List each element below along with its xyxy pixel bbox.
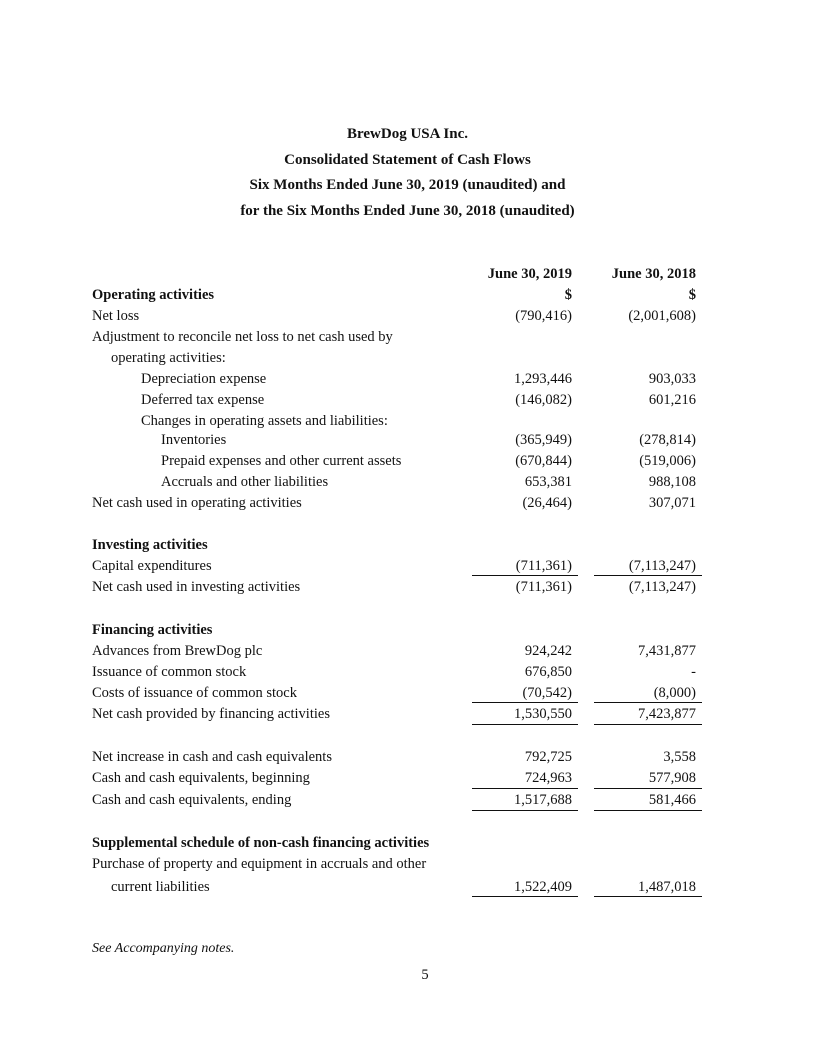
column-currency: $ <box>564 287 572 303</box>
table-row-depreciation: Depreciation expense 1,293,446 903,033 <box>141 371 696 387</box>
company-name: BrewDog USA Inc. <box>347 126 468 142</box>
underline <box>472 702 578 703</box>
table-row-supplemental-purchase: current liabilities 1,522,409 1,487,018 <box>111 879 696 895</box>
statement-title-block <box>0 122 815 224</box>
table-row-deferred-tax: Deferred tax expense (146,082) 601,216 <box>141 392 696 408</box>
table-row-net-loss: Net loss (790,416) (2,001,608) <box>92 308 696 324</box>
table-row-accruals: Accruals and other liabilities 653,381 988,108 <box>161 474 696 490</box>
section-heading-operating: Operating activities <box>92 287 215 303</box>
underline <box>594 788 702 789</box>
table-row-prepaid: Prepaid expenses and other current assets (670,844) (519,006) <box>161 453 696 469</box>
table-row-capex: Capital expenditures (711,361) (7,113,247) <box>92 558 696 574</box>
adjustment-label-line-2: operating activities: <box>111 350 226 366</box>
underline <box>472 724 578 725</box>
section-heading-supplemental: Supplemental schedule of non-cash financing activities <box>92 835 430 851</box>
page-number: 5 <box>421 967 429 983</box>
table-row-issuance-costs: Costs of issuance of common stock (70,542) (8,000) <box>92 685 696 701</box>
underline <box>594 810 702 811</box>
section-heading-investing: Investing activities <box>92 537 208 553</box>
supplemental-label-line-1: Purchase of property and equipment in accruals and other <box>92 856 427 872</box>
table-row-cash-ending: Cash and cash equivalents, ending 1,517,688 581,466 <box>92 792 696 808</box>
column-currency: $ <box>688 287 696 303</box>
period-line-2: for the Six Months Ended June 30, 2018 (unaudited) <box>240 202 575 219</box>
underline <box>472 575 578 576</box>
underline <box>472 896 578 897</box>
column-date: June 30, 2019 <box>487 266 572 282</box>
accompanying-notes: See Accompanying notes. <box>92 941 235 956</box>
table-row-cash-beginning: Cash and cash equivalents, beginning 724,963 577,908 <box>92 770 696 786</box>
underline <box>594 724 702 725</box>
section-heading-financing: Financing activities <box>92 622 213 638</box>
statement-title: Consolidated Statement of Cash Flows <box>284 151 531 168</box>
table-row-net-cash-operating: Net cash used in operating activities (26,464) 307,071 <box>92 495 696 511</box>
period-line-1: Six Months Ended June 30, 2019 (unaudited) and <box>249 177 566 193</box>
column-date: June 30, 2018 <box>611 266 696 282</box>
table-row-advances: Advances from BrewDog plc 924,242 7,431,877 <box>92 643 696 659</box>
table-row-net-cash-financing: Net cash provided by financing activities 1,530,550 7,423,877 <box>92 706 696 722</box>
adjustment-label-line-1: Adjustment to reconcile net loss to net cash used by <box>92 329 393 345</box>
underline <box>594 575 702 576</box>
table-row-issuance: Issuance of common stock 676,850 - <box>92 664 696 680</box>
changes-label: Changes in operating assets and liabilities: <box>141 413 388 429</box>
underline <box>472 788 578 789</box>
underline <box>472 810 578 811</box>
underline <box>594 702 702 703</box>
underline <box>594 896 702 897</box>
table-row-net-cash-investing: Net cash used in investing activities (711,361) (7,113,247) <box>92 579 696 595</box>
table-row-inventories: Inventories (365,949) (278,814) <box>161 432 696 448</box>
table-row-net-increase: Net increase in cash and cash equivalents 792,725 3,558 <box>92 749 696 765</box>
